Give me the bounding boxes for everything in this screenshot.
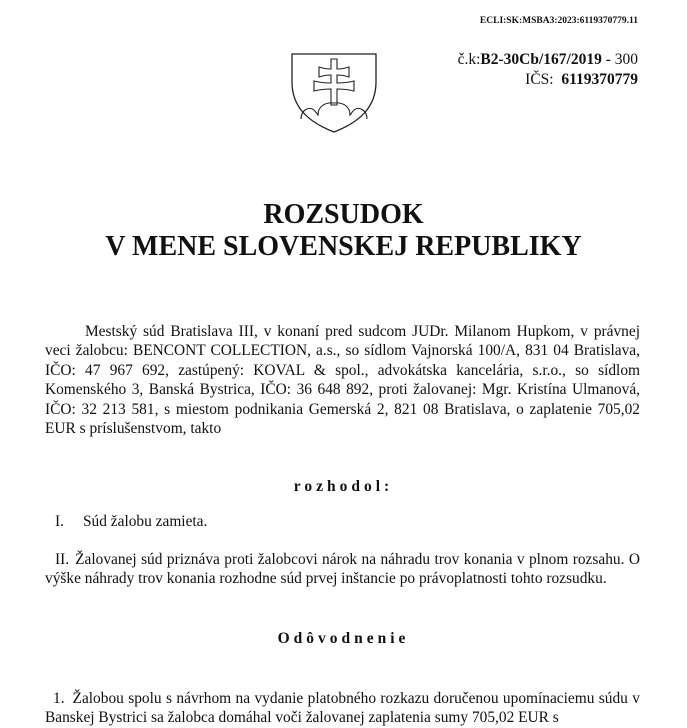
decision-item — [45, 512, 640, 531]
document-title: ROZSUDOK — [263, 199, 424, 230]
decision-item-number: II. — [55, 551, 70, 568]
reasoning-heading: Odôvodnenie — [277, 630, 410, 647]
document-subtitle: V MENE SLOVENSKEJ REPUBLIKY — [105, 231, 582, 262]
ics-line — [458, 70, 638, 90]
intro-paragraph: Mestský súd Bratislava III, v konaní pred sudcom JUDr. Milanom Hupkom, v právnej veci žalobcu: BENCONT COLLECTION, a.s., so sídlom Vajnorská 100/A, 831 04 Bratislava, IČO: 47 967 692, zastúpený: KOVAL & spol., advokátska kancelária, s.r.o., so sídlom Komenského 3, Banská Bystrica, IČO: 36 648 892, proti žalovanej: Mgr. Kristína Ulmanová, IČO: 32 213 581, s miestom podnikania Gemerská 2, 821 08 Bratislava, o zaplatenie 705,02 EUR s príslušenstvom, takto — [45, 323, 640, 438]
slovak-coat-of-arms-icon — [290, 52, 378, 134]
decision-item-text: Žalovanej súd priznáva proti žalobcovi nárok na náhradu trov konania v plnom rozsahu. O výške náhrady trov konania rozhodne súd prvej inštancie po právoplatnosti tohto rozsudku. — [45, 551, 640, 588]
decision-heading: rozhodol: — [293, 478, 394, 495]
case-number-suffix: - 300 — [601, 51, 638, 68]
decision-item — [45, 550, 640, 589]
reasoning-item-text: Žalobou spolu s návrhom na vydanie platobného rozkazu doručenou upomínaciemu súdu v Banskej Bystrici sa žalobca domáhal voči žalovanej zaplatenia sumy 705,02 EUR s — [45, 690, 640, 727]
case-reference — [458, 50, 638, 90]
reasoning-item — [45, 689, 640, 728]
case-number-line — [458, 50, 638, 70]
decision-item-text: Súd žalobu zamieta. — [83, 513, 208, 530]
case-number-label: č.k: — [457, 51, 481, 68]
case-number: B2-30Cb/167/2019 — [480, 51, 602, 68]
ics-value: 6119370779 — [561, 71, 638, 88]
reasoning-item-number: 1. — [53, 690, 65, 707]
ecli-identifier: ECLI:SK:MSBA3:2023:6119370779.11 — [479, 16, 638, 26]
decision-item-number: I. — [55, 513, 64, 530]
ics-label: IČS: — [525, 71, 554, 88]
